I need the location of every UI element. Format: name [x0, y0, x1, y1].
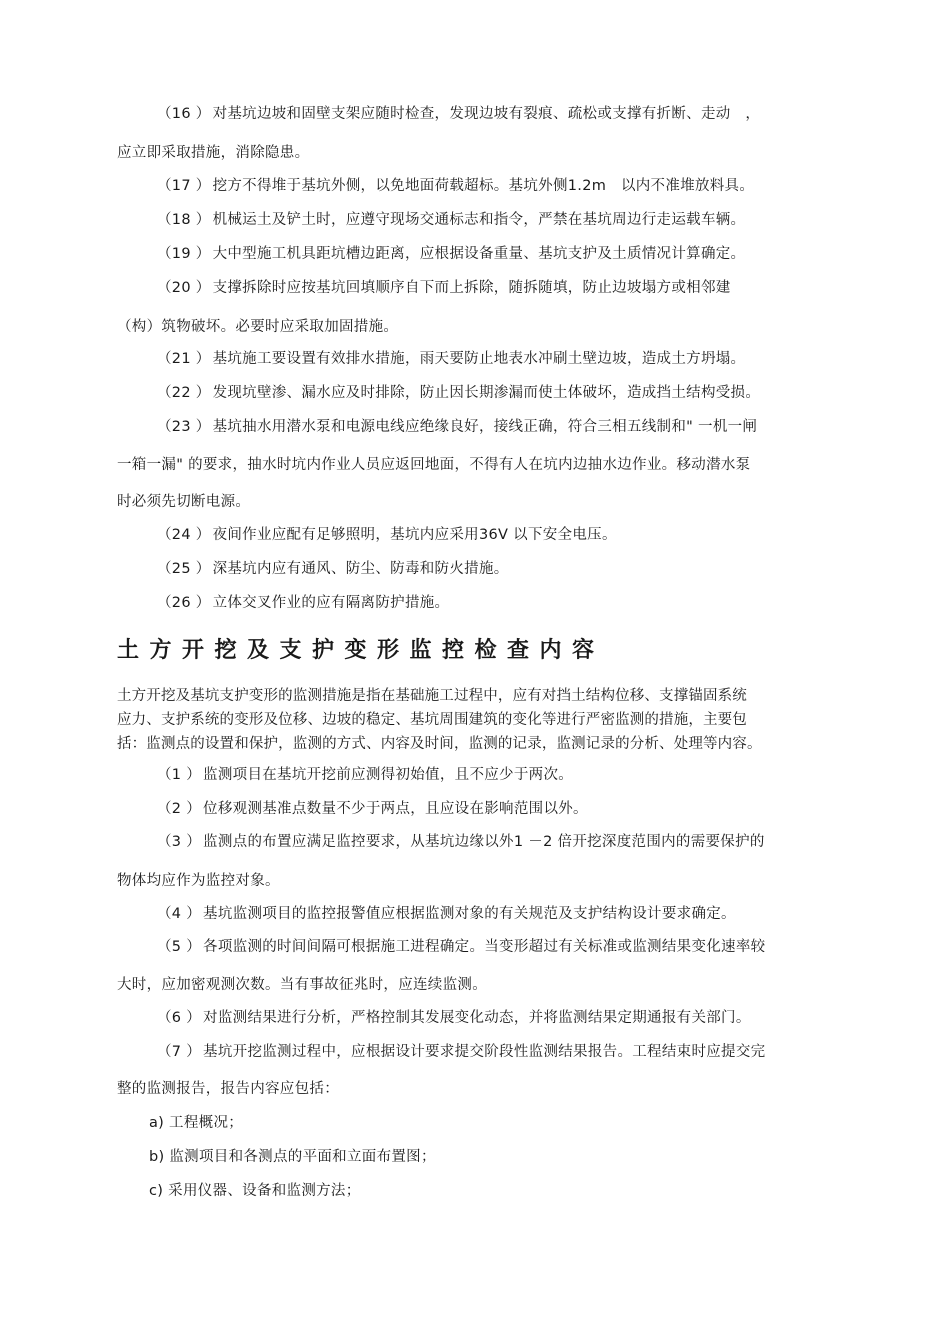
list-item-23-continued [117, 490, 250, 511]
item-text: 机械运土及铲土时，应遵守现场交通标志和指令，严禁在基坑周边行走运载车辆。 [212, 212, 746, 228]
section-heading: 土方开挖及支护变形监控检查内容 [117, 638, 605, 663]
item-number: （24 ） [157, 527, 211, 543]
item-number: （26 ） [157, 595, 211, 611]
item-text: 立体交叉作业的应有隔离防护措施。 [212, 595, 450, 611]
sub-item-b: b) 监测项目和各测点的平面和立面布置图； [149, 1149, 436, 1165]
list-item-4 [157, 902, 736, 923]
sub-item-a: a) 工程概况； [149, 1115, 244, 1131]
sub-item-c: c) 采用仪器、设备和监测方法； [149, 1183, 361, 1199]
list-item-7 [157, 1040, 765, 1061]
list-item-26 [157, 591, 449, 612]
list-item-18 [157, 208, 745, 229]
item-text: 物体均应作为监控对象。 [117, 873, 280, 889]
item-text: 监测项目在基坑开挖前应测得初始值，且不应少于两次。 [203, 767, 574, 783]
item-text: 位移观测基准点数量不少于两点，且应设在影响范围以外。 [203, 801, 588, 817]
item-number: （4 ） [157, 906, 202, 922]
list-item-19 [157, 242, 745, 263]
item-text: 深基坑内应有通风、防尘、防毒和防火措施。 [212, 561, 509, 577]
item-text: 一箱一漏" 的要求，抽水时坑内作业人员应返回地面，不得有人在坑内边抽水边作业。移动潜水泵 [117, 457, 751, 473]
item-text: 整的监测报告，报告内容应包括： [117, 1081, 339, 1097]
list-item-1 [157, 763, 573, 784]
list-item-20 [157, 276, 731, 297]
item-text: 发现坑壁渗、漏水应及时排除，防止因长期渗漏而使土体破坏，造成挡土结构受损。 [212, 385, 761, 401]
item-text: 基坑监测项目的监控报警值应根据监测对象的有关规范及支护结构设计要求确定。 [203, 906, 736, 922]
item-text: 基坑开挖监测过程中，应根据设计要求提交阶段性监测结果报告。工程结束时应提交完 [203, 1044, 766, 1060]
item-text: 时必须先切断电源。 [117, 494, 251, 510]
item-number: （3 ） [157, 834, 202, 850]
item-text: 挖方不得堆于基坑外侧，以免地面荷载超标。基坑外侧1.2m 以内不准堆放料具。 [212, 178, 755, 194]
item-number: （16 ） [157, 106, 211, 122]
list-item-3 [157, 830, 765, 851]
list-item-25 [157, 557, 509, 578]
list-item-16 [157, 102, 760, 123]
list-item-24 [157, 523, 617, 544]
intro-line: 括：监测点的设置和保护，监测的方式、内容及时间，监测的记录，监测记录的分析、处理等内容。 [117, 736, 762, 752]
item-number: （6 ） [157, 1010, 202, 1026]
item-text: 各项监测的时间间隔可根据施工进程确定。当变形超过有关标准或监测结果变化速率较 [203, 939, 766, 955]
item-number: （21 ） [157, 351, 211, 367]
item-text: （构）筑物破坏。必要时应采取加固措施。 [117, 319, 399, 335]
list-item-3-continued [117, 869, 280, 890]
item-number: （25 ） [157, 561, 211, 577]
list-item-6 [157, 1006, 751, 1027]
item-number: （7 ） [157, 1044, 202, 1060]
intro-paragraph [117, 684, 837, 756]
list-item-16-continued [117, 141, 309, 162]
list-item-17 [157, 174, 754, 195]
item-number: （23 ） [157, 419, 211, 435]
list-item-2 [157, 797, 588, 818]
item-number: （20 ） [157, 280, 211, 296]
list-item-20-continued [117, 315, 398, 336]
item-number: （2 ） [157, 801, 202, 817]
list-item-23 [157, 415, 757, 436]
item-text: 夜间作业应配有足够照明，基坑内应采用36V 以下安全电压。 [212, 527, 617, 543]
item-text: 应立即采取措施，消除隐患。 [117, 145, 310, 161]
list-item-5 [157, 935, 765, 956]
item-text: 基坑抽水用潜水泵和电源电线应绝缘良好，接线正确，符合三相五线制和" 一机一闸 [212, 419, 758, 435]
item-text: 大中型施工机具距坑槽边距离，应根据设备重量、基坑支护及土质情况计算确定。 [212, 246, 746, 262]
item-number: （1 ） [157, 767, 202, 783]
item-number: （22 ） [157, 385, 211, 401]
intro-line: 土方开挖及基坑支护变形的监测措施是指在基础施工过程中，应有对挡土结构位移、支撑锚固系统 [117, 688, 747, 704]
list-item-23-continued [117, 453, 750, 474]
item-text: 支撑拆除时应按基坑回填顺序自下而上拆除，随拆随填，防止边坡塌方或相邻建 [212, 280, 731, 296]
intro-line: 应力、支护系统的变形及位移、边坡的稳定、基坑周围建筑的变化等进行严密监测的措施，主要包 [117, 712, 747, 728]
item-text: 对监测结果进行分析，严格控制其发展变化动态，并将监测结果定期通报有关部门。 [203, 1010, 751, 1026]
item-text: 监测点的布置应满足监控要求，从基坑边缘以外1 －2 倍开挖深度范围内的需要保护的 [203, 834, 765, 850]
list-item-21 [157, 347, 745, 368]
item-number: （17 ） [157, 178, 211, 194]
item-number: （5 ） [157, 939, 202, 955]
item-number: （18 ） [157, 212, 211, 228]
list-item-7-continued [117, 1077, 339, 1098]
item-text: 基坑施工要设置有效排水措施，雨天要防止地表水冲刷土壁边坡，造成土方坍塌。 [212, 351, 746, 367]
item-number: （19 ） [157, 246, 211, 262]
item-text: 对基坑边坡和固壁支架应随时检查，发现边坡有裂痕、疏松或支撑有折断、走动 ， [212, 106, 761, 122]
list-item-22 [157, 381, 760, 402]
list-item-5-continued [117, 973, 487, 994]
item-text: 大时，应加密观测次数。当有事故征兆时，应连续监测。 [117, 977, 487, 993]
